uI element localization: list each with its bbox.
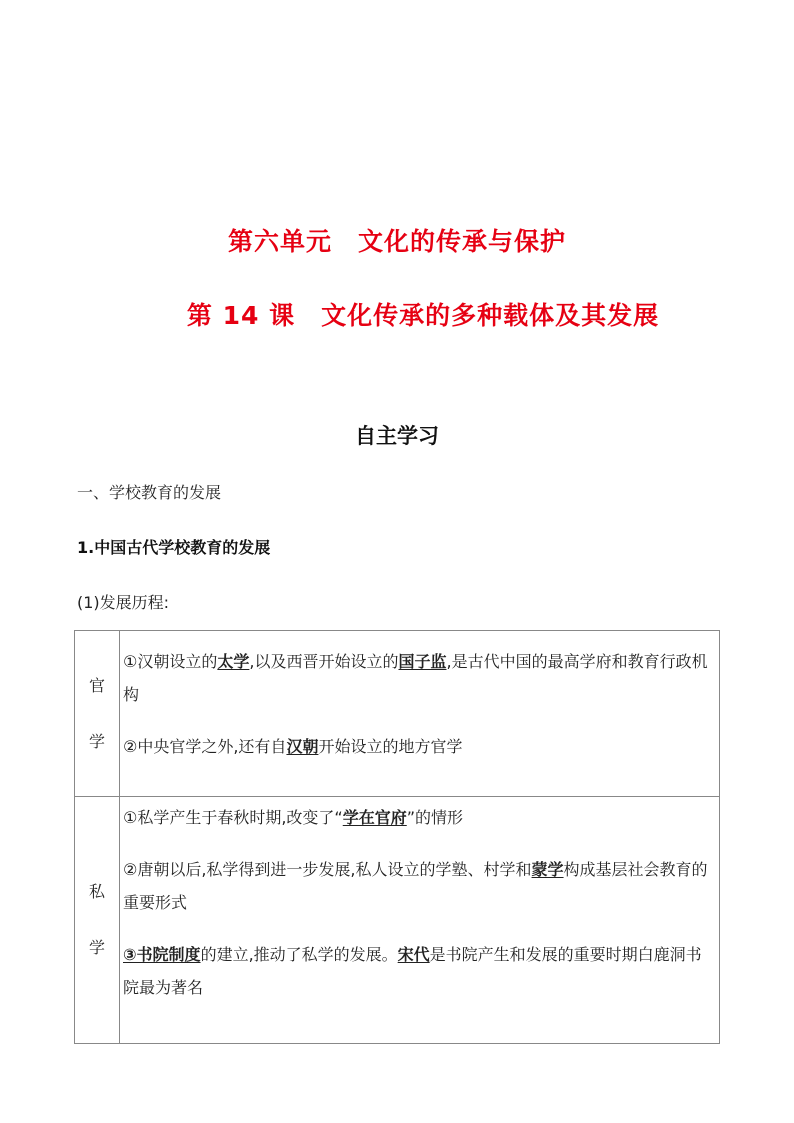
text-span: ”的情形: [406, 808, 464, 827]
text-span: ,是古代中国的最高学府和教育行政机构: [123, 652, 708, 704]
official-item-1: [123, 645, 717, 711]
text-span: 开始设立的地方官学: [318, 737, 463, 756]
category-official-char-1: 官: [88, 675, 105, 695]
private-content: [120, 797, 720, 1044]
table-row-official: [75, 631, 720, 797]
keyword: 蒙学: [531, 860, 564, 879]
official-item-2: [123, 730, 717, 763]
heading-ancient-school-development: 1.中国古代学校教育的发展: [77, 538, 271, 557]
private-item-2: [123, 853, 717, 919]
text-span: ①汉朝设立的: [123, 652, 218, 671]
keyword: ③书院制度: [123, 945, 201, 964]
category-private-char-2: 学: [88, 938, 105, 957]
category-official: [75, 631, 120, 797]
heading-development-process: (1)发展历程:: [77, 593, 170, 612]
category-official-char-2: 学: [88, 731, 105, 751]
text-span: ,以及西晋开始设立的: [249, 652, 399, 671]
lesson-title: 第 14 课 文化传承的多种载体及其发展: [186, 301, 660, 330]
table-row-private: [75, 797, 720, 1044]
keyword: 宋代: [397, 945, 430, 964]
unit-title: 第六单元 文化的传承与保护: [227, 227, 566, 256]
section-title: 自主学习: [355, 424, 439, 448]
text-span: 是书院产生和发展的重要时期白鹿洞书院最为著名: [123, 945, 702, 997]
text-span: 的建立,推动了私学的发展。: [200, 945, 398, 964]
keyword: 太学: [217, 652, 250, 671]
private-item-1: [123, 801, 717, 834]
category-private: [75, 797, 120, 1044]
text-span: ②唐朝以后,私学得到进一步发展,私人设立的学塾、村学和: [123, 860, 532, 879]
text-span: ②中央官学之外,还有自: [123, 737, 287, 756]
keyword: 汉朝: [286, 737, 319, 756]
text-span: 构成基层社会教育的重要形式: [123, 860, 708, 912]
text-span: ①私学产生于春秋时期,改变了“: [123, 808, 343, 827]
development-table: [74, 630, 720, 1044]
private-item-3: [123, 938, 717, 1004]
heading-school-education: 一、学校教育的发展: [77, 483, 222, 502]
keyword: 国子监: [398, 652, 447, 671]
keyword: 学在官府: [342, 808, 407, 827]
official-content: [120, 631, 720, 797]
category-private-char-1: 私: [88, 882, 105, 901]
